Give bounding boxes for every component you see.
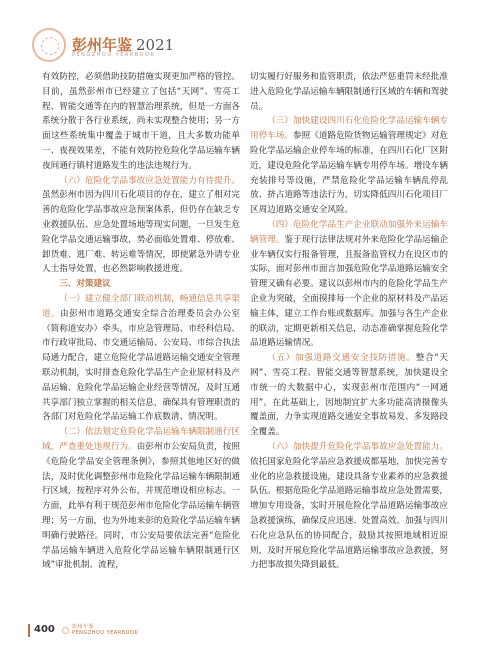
yearbook-title-text: 彭州年鉴 bbox=[72, 36, 133, 54]
yearbook-emblem-icon bbox=[32, 28, 66, 62]
paragraph bbox=[42, 174, 240, 278]
paragraph-body: 参照《道路危险货物运输管理规定》对危险化学品运输企业停车场的标准，在四川石化厂区附近，建设危险化学品运输车辆专用停车场。增设车辆充装排号等设施，严禁危险化学品运输车辆乱停乱放、挤占道路等违法行为，切实降低四川石化项目厂区周边道路交通安全风险。 bbox=[250, 131, 448, 216]
paragraph bbox=[250, 351, 448, 440]
paragraph: 切实履行好服务和监管职责，依法严惩重罚未经批准进入危险化学品运输车辆限制通行区域的车辆和驾驶员。 bbox=[250, 72, 448, 112]
left-column bbox=[42, 70, 240, 573]
paragraph bbox=[250, 440, 448, 573]
page-header bbox=[32, 28, 232, 64]
yearbook-year: 2021 bbox=[136, 36, 175, 54]
subheading: （六）加快提升危险化学品事故应急处置能力。 bbox=[267, 441, 448, 452]
page-footer bbox=[28, 624, 228, 638]
paragraph-body: 虽然彭州市因为四川石化项目的存在，建立了相对完善的危险化学品事故应急预案体系，但仍存在缺乏专业救援队伍、应急处置场地等现实问题，一旦发生危险化学品交通运输事故，势必面临处置难、停放难、卸货难、逃厂难、转运难等情况，即使紧急外请专业人士指导处置，也必然影响救援进度。 bbox=[42, 190, 240, 275]
paragraph-body: 整合“天网”、雪亮工程、智能交通等智慧系统，加快建设全市统一的大数据中心，实现彭州市范围内“一网通用”。在此基础上，因地制宜扩大多功能高清摄像头覆盖面，力争实现道路交通安全事故易发、多发路段全覆盖。 bbox=[250, 353, 448, 438]
subheading: （五）加强道路交通安全技防措施。 bbox=[267, 353, 416, 364]
subheading: （六）危险化学品事故应急处置能力有待提升。 bbox=[59, 175, 240, 186]
section-heading: 三、对策建议 bbox=[59, 279, 111, 290]
right-column bbox=[250, 70, 448, 573]
yearbook-subtitle: PENGZHOU YEARBOOK bbox=[72, 52, 156, 58]
paragraph bbox=[250, 218, 448, 351]
subheading: （一）建立健全部门联动机制，畅通信息共享渠道。 bbox=[42, 293, 240, 319]
paragraph-body: 依托国家危险化学品应急救援成都基地，加快完善专业化的应急救援设施，建设具备专业素养的应急救援队伍。根据危险化学品道路运输事故应急处置需要，增加专用设备，实时开展危险化学品道路运输事故应急救援演练，确保反应迅速、处置高效。加强与四川石化应急队伍的协同配合，鼓励其按照地域相近原则，及时开展危险化学品道路运输事故应急救援，努力把事故损失降到最低。 bbox=[250, 456, 448, 571]
paragraph bbox=[42, 292, 240, 425]
subheading: （三）加快建设四川石化危险化学品运输车辆专用停车场。 bbox=[250, 116, 448, 142]
paragraph: 有效防控，必须借助技防措施实现更加严格的管控。目前，虽然彭州市已经建立了包括“天网”、雪亮工程、智能交通等在内的智慧治理系统，但是一方面各系统分散于各行业系统，尚未实现整合使用；另一方面这些系统集中覆盖于城市干道，且大多数功能单一、夜视效果差，不能有效防控危险化学品运输车辆夜间通行镇村道路发生的违法违规行为。 bbox=[42, 72, 240, 171]
footer-bar bbox=[28, 624, 30, 637]
footer-yearbook-name bbox=[72, 625, 138, 636]
paragraph bbox=[250, 114, 448, 218]
footer-name-en: PENGZHOU YEARBOOK bbox=[72, 629, 139, 636]
paragraph-body: 由彭州市公安局负责，按照《危险化学品安全管理条例》，参照其他地区好的做法，及时优化调整彭州市危险化学品运输车辆限制通行区域，按程序对外公布，并规范增设相应标志。一方面，此举有利于规范彭州市危险化学品运输车辆管理；另一方面，也为外地来彭的危险化学品运输车辆明确行驶路径。同时，市公安局要依法完善“危险化学品运输车辆进入危险化学品运输车辆限制通行区域”审批机制、流程， bbox=[42, 441, 240, 571]
footer-name-cn: 彭州年鉴 bbox=[72, 624, 95, 630]
page-number: 400 bbox=[34, 624, 55, 635]
paragraph bbox=[42, 425, 240, 573]
paragraph-body: 由彭州市道路交通安全综合治理委员会办公室（简称道安办）牵头，市应急管理局、市经科信局、市行政审批局、市交通运输局、公安局、市综合执法局通力配合，建立危险化学品道路运输交通安全管理联动机制，实时排查危险化学品生产企业原材料及产品运输、危险化学品运输企业经营等情况，及时互通共享部门独立掌握的相关信息，确保具有管理职责的各部门对危险化学品运输工作底数清、情况明。 bbox=[42, 308, 240, 423]
subheading: （四）危险化学品生产企业联动加强外来运输车辆管理。 bbox=[250, 219, 448, 245]
footer-emblem-icon bbox=[62, 627, 69, 634]
paragraph-body: 鉴于现行法律法规对外来危险化学品运输企业车辆仅实行报备管理，且报备监管权力在设区市的实际，面对彭州市面言加强危险化学品道路运输安全管理又确有必要。建议以彭州市内的危险化学品生产企业为突破，全面摸排每一个企业的原材料及产品运输主体，建立工作台账或数据库。加强与各生产企业的联动，定期更新相关信息，动态准确掌握危险化学品道路运输情况。 bbox=[250, 234, 448, 349]
subheading: （二）依法划定危险化学品运输车辆限制通行区域，严查重处违规行为。 bbox=[42, 427, 240, 452]
